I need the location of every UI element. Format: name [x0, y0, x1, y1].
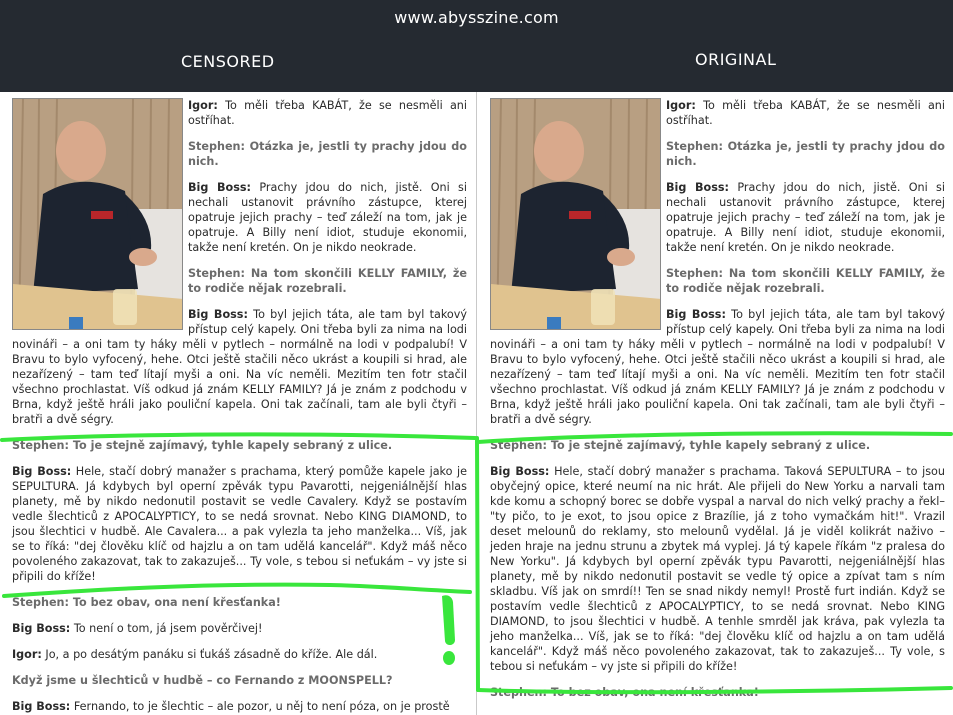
dialogue-paragraph: Big Boss: Prachy jdou do nich, jistě. Oni si nechali ustanovit právního zástupce, kterej opatruje jejich prachy – teď záleží na tom, jak je opatruje. A Billy není idiot, studuje ekonomii, takže není kretén. On je nikdo neokrade.: [188, 181, 467, 254]
dialogue-paragraph: Big Boss: Hele, stačí dobrý manažer s prachama, který pomůže kapele jako je SEPULTURA. Já kdybych byl operní zpěvák typu Pavarotti, nejgeniálnější hlas planety, mě by nikdo nedonutil postavit se vedle Cavalery. Když se postavím vedle šlechticů z APOCALYPTICY, to se nedá srovnat. Nebo KING DIAMOND, to jsou šlechtici v hudbě. Ale Cavalera... a pak vylezla ta jeho manželka... Víš, jak se to říká: "dej člověku klíč od hajzlu a on tam udělá kancelář". Když máš něco povoleného zakazovat, tak to zakazuješ... Ty vole, s tebou si neťukám – vy jste si připili do kříže!: [12, 465, 467, 583]
dialogue-paragraph: Igor: To měli třeba KABÁT, že se nesměli ani ostříhat.: [666, 99, 945, 127]
censored-article: [0, 92, 476, 714]
dialogue-paragraph: Stephen: Otázka je, jestli ty prachy jdou do nich.: [188, 140, 467, 168]
dialogue-paragraph: Big Boss: To není o tom, já jsem pověrčivej!: [12, 622, 263, 635]
dialogue-paragraph: Big Boss: Hele, stačí dobrý manažer s prachama. Taková SEPULTURA – to jsou obyčejný opice, které neumí na nic hrát. Ale přijeli do New Yorku a narvali tam kde komu a schopný borec se dobře vyspal a narval do nich velký prachy a řekl– "ty pičo, to je exot, to jsou opice z Brazílie, já z toho vymačkám hit!". Vrazil deset melounů do reklamy, sto melounů vydělal. Já je viděl kolikrát naživo – jeden hraje na jednu strunu a zbytek má vyplej. Já tý kapele říkám "z pralesa do New Yorku". Já kdybych byl operní zpěvák typu Pavarotti, nejgeniálnější hlas planety, mě by nikdo nedonutil postavit se vedle tý opice a zpívat tam s ním skladbu. Víš jak on smrdí!! Ten se snad nikdy nemyl! Prostě furt indián. Když se postavím vedle šlechticů z APOCALYPTICY, to se nedá srovnat. Nebo KING DIAMOND, to jsou šlechtici v hudbě. A tenhle smrděl jak kráva, pak vylezla ta jeho manželka... Víš, jak se to říká: "dej člověku klíč od hajzlu a on tam udělá kancelář". Když máš něco povoleného zakazovat, tak to zakazuješ... Ty vole, s tebou si neťukám – vy jste si připili do kříže!: [490, 465, 945, 673]
dialogue-paragraph: Stephen: To je stejně zajímavý, tyhle kapely sebraný z ulice.: [12, 439, 393, 452]
dialogue-paragraph: Stephen: To bez obav, ona není křesťanka!: [490, 686, 759, 699]
dialogue-paragraph: Igor: Jo, a po desátým panáku si ťukáš zásadně do kříže. Ale dál.: [12, 648, 378, 661]
dialogue-paragraph: Stephen: Otázka je, jestli ty prachy jdou do nich.: [666, 140, 945, 168]
speaker-igor: Igor:: [188, 99, 218, 112]
dialogue-paragraph: Big Boss: Prachy jdou do nich, jistě. Oni si nechali ustanovit právního zástupce, kterej opatruje jejich prachy – teď záleží na tom, jak je opatruje. A Billy není idiot, studuje ekonomii, takže není kretén. On je nikdo neokrade.: [666, 181, 945, 254]
censored-column: [0, 92, 476, 715]
column-divider: [476, 92, 477, 715]
dialogue-paragraph: Když jsme u šlechticů v hudbě – co Fernando z MOONSPELL?: [12, 674, 393, 687]
dialogue-paragraph: Stephen: To je stejně zajímavý, tyhle kapely sebraný z ulice.: [490, 439, 871, 452]
header-bar: [0, 0, 953, 92]
dialogue-paragraph: Stephen: Na tom skončili KELLY FAMILY, že to rodiče nějak rozebrali.: [666, 267, 945, 295]
interview-photo: [490, 98, 661, 330]
dialogue-paragraph: Big Boss: Fernando, to je šlechtic – ale pozor, u něj to není póza, on je prostě: [12, 700, 450, 713]
original-column: [478, 92, 953, 715]
censored-label: CENSORED: [181, 52, 275, 71]
original-label: ORIGINAL: [695, 50, 777, 69]
dialogue-paragraph: Stephen: Na tom skončili KELLY FAMILY, že to rodiče nějak rozebrali.: [188, 267, 467, 295]
dialogue-paragraph: Stephen: To bez obav, ona není křesťanka!: [12, 596, 281, 609]
site-url: www.abysszine.com: [394, 8, 559, 27]
dialogue-paragraph: Big Boss: To byl jejich táta, ale tam byl takový přístup celý kapely. Oni třeba byli za nima na lodi novináři – a oni tam ty háky měli v pytlech – normálně na lodi v podpalubí! V Bravu to bylo vyfocený, hehe. Otci ještě stačili něco ukrást a koupili si hrad, ale nezařízený – tam teď lítají myši a oni. Na víc neměli. Mezitím ten fotr stačil všechno prochlastat. Víš odkud já znám KELLY FAMILY? Já je znám z podchodu v Brna, když ještě hráli jako pouliční kapela. Oni tak začínali, tam ale byli čtyři – bratři a dvě ségry.: [490, 308, 945, 426]
interview-photo: [12, 98, 183, 330]
original-article: [478, 92, 953, 700]
dialogue-paragraph: Big Boss: To byl jejich táta, ale tam byl takový přístup celý kapely. Oni třeba byli za nima na lodi novináři – a oni tam ty háky měli v pytlech – normálně na lodi v podpalubí! V Bravu to bylo vyfocený, hehe. Otci ještě stačili něco ukrást a koupili si hrad, ale nezařízený – tam teď lítají myši a oni. Na víc neměli. Mezitím ten fotr stačil všechno prochlastat. Víš odkud já znám KELLY FAMILY? Já je znám z podchodu v Brna, když ještě hráli jako pouliční kapela. Oni tak začínali, tam ale byli čtyři – bratři a dvě ségry.: [12, 308, 467, 426]
dialogue-paragraph: Igor: To měli třeba KABÁT, že se nesměli ani ostříhat.: [188, 99, 467, 127]
